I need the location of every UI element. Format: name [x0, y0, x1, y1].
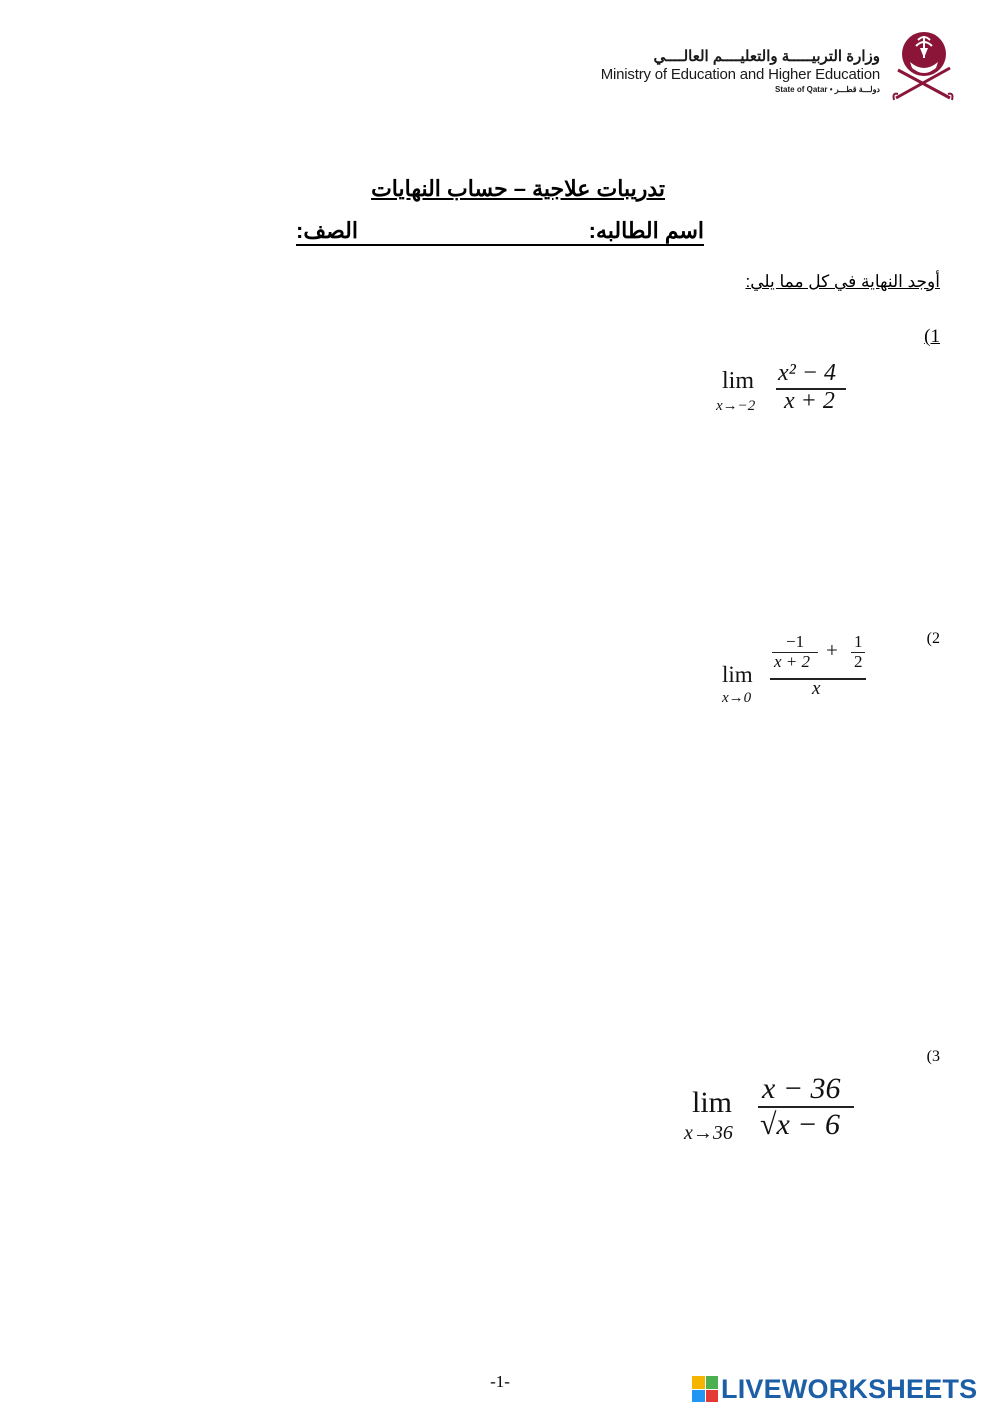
question-2-number: (2	[926, 630, 940, 647]
limit-approach: x→36	[684, 1122, 733, 1144]
qatar-emblem-icon	[890, 28, 956, 102]
plus-sign: +	[826, 638, 838, 662]
question-1-number: (1	[924, 326, 940, 347]
numerator: x − 36	[762, 1072, 841, 1105]
inner-denominator-2: 2	[854, 652, 863, 671]
main-denominator: x	[812, 678, 821, 699]
student-name-label: اسم الطالبه:	[588, 218, 704, 243]
inner-numerator-2: 1	[854, 632, 863, 651]
limit-approach: x→0	[722, 690, 752, 706]
denominator: √x − 6	[760, 1108, 841, 1141]
question-1-expression	[716, 358, 856, 420]
ministry-name-english: Ministry of Education and Higher Education	[600, 66, 880, 83]
numerator: x² − 4	[778, 360, 837, 386]
liveworksheets-wordmark: LIVEWORKSHEETS	[721, 1373, 978, 1404]
liveworksheets-logo	[692, 1374, 977, 1404]
question-3-expression	[684, 1074, 874, 1152]
student-info-row	[296, 218, 704, 246]
denominator: x + 2	[784, 388, 835, 414]
question-3-number: (3	[926, 1048, 940, 1065]
lim-operator: lim	[722, 368, 755, 394]
inner-numerator-1: −1	[786, 632, 805, 651]
liveworksheets-squares-icon	[692, 1376, 718, 1402]
limit-approach: x→−2	[716, 398, 756, 414]
ministry-name-arabic: وزارة التربيـــــة والتعليــــم العالــــي	[653, 48, 880, 65]
instruction-text: أوجد النهاية في كل مما يلي:	[745, 272, 940, 291]
ministry-logo-text	[560, 48, 880, 96]
lim-operator: lim	[722, 662, 753, 687]
state-of-qatar-label: State of Qatar • دولـــة قطـــر	[775, 85, 880, 94]
inner-denominator-1: x + 2	[774, 652, 811, 671]
question-2-expression	[720, 630, 880, 714]
worksheet-title: تدريبات علاجية – حساب النهايات	[371, 176, 665, 201]
class-label: الصف:	[296, 218, 358, 243]
lim-operator: lim	[692, 1086, 733, 1119]
page-number: -1-	[490, 1372, 510, 1391]
